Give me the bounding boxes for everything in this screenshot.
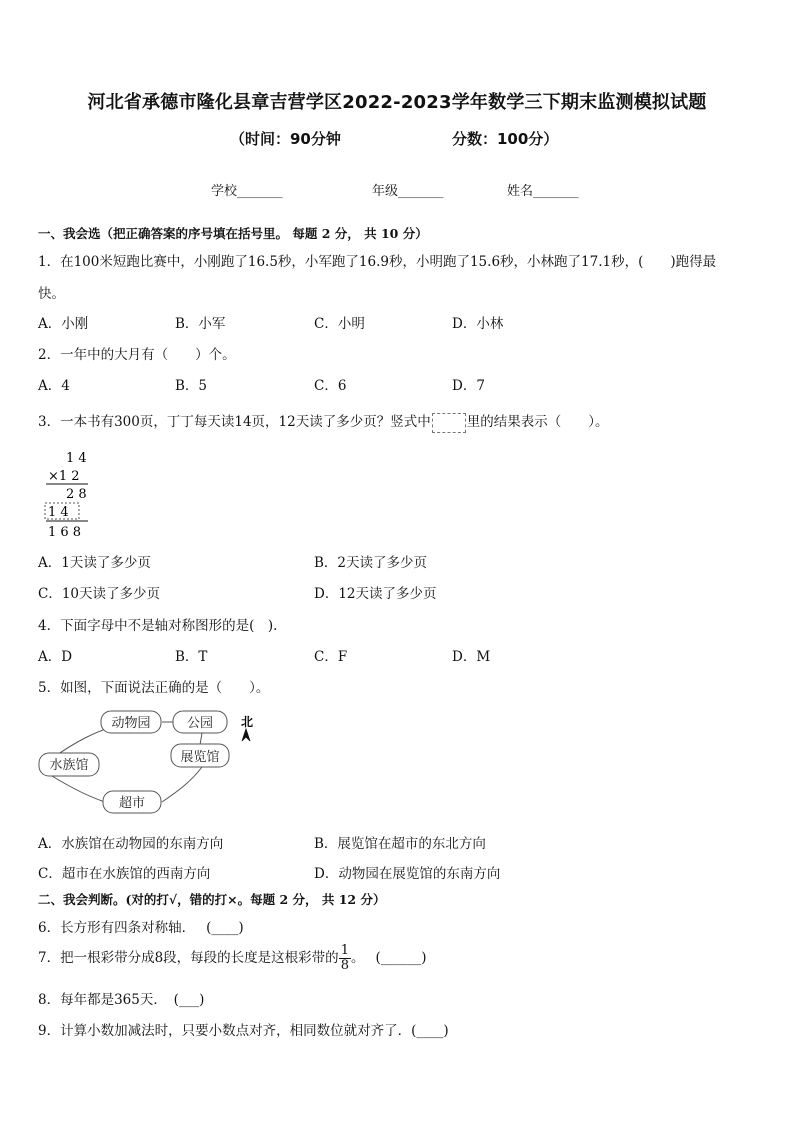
question-7	[38, 940, 427, 976]
q2-option-d: D．7	[452, 378, 485, 394]
path-aquarium-market	[52, 776, 105, 802]
fraction-denominator: 8	[340, 958, 349, 973]
question-7-text-a: 7．把一根彩带分成8段，每段的长度是这根彩带的	[38, 950, 339, 966]
q4-option-b: B．T	[175, 649, 208, 665]
question-3-text-b: 里的结果表示（ ）。	[466, 414, 609, 430]
q5-option-c: C．超市在水族馆的西南方向	[38, 866, 211, 882]
section-1-heading: 一、我会选（把正确答案的序号填在括号里。 每题 2 分， 共 10 分）	[38, 226, 428, 241]
question-5: 5．如图，下面说法正确的是（ ）。	[38, 680, 270, 696]
north-label: 北	[241, 715, 254, 729]
q5-option-a: A．水族馆在动物园的东南方向	[38, 836, 224, 852]
section-2-heading: 二、我会判断。(对的打√，错的打×。每题 2 分， 共 12 分）	[38, 892, 386, 907]
fraction-numerator: 1	[340, 943, 349, 958]
path-park-exhibit	[200, 733, 202, 745]
question-3	[38, 410, 608, 433]
exam-score: 分数：100分）	[452, 130, 559, 148]
calc-row-4: 1 4	[48, 505, 69, 520]
name-field: 姓名_______	[507, 184, 579, 199]
q5-option-b: B．展览馆在超市的东北方向	[314, 836, 486, 852]
q3-option-a: A．1天读了多少页	[38, 555, 151, 571]
calc-row-1: 1 4	[66, 451, 87, 466]
q2-option-b: B．5	[175, 378, 208, 394]
aquarium-label: 水族馆	[49, 758, 89, 773]
calc-row-5: 1 6 8	[48, 525, 82, 540]
calc-row-3: 2 8	[66, 487, 87, 502]
exam-title: 河北省承德市隆化县章吉营学区2022-2023学年数学三下期末监测模拟试题	[87, 92, 707, 113]
question-9: 9．计算小数加减法时，只要小数点对齐，相同数位就对齐了．(____)	[38, 1023, 449, 1039]
q5-option-d: D．动物园在展览馆的东南方向	[314, 866, 501, 882]
question-6: 6．长方形有四条对称轴． (____)	[38, 920, 244, 936]
exhibit-label: 展览馆	[180, 750, 220, 765]
q3-option-b: B．2天读了多少页	[314, 555, 428, 571]
q1-option-b: B．小军	[175, 316, 226, 332]
question-1-line-2: 快。	[38, 286, 65, 302]
q3-option-d: D．12天读了多少页	[314, 586, 437, 602]
q3-option-c: C．10天读了多少页	[38, 586, 161, 602]
calc-row-2: ×1 2	[48, 469, 80, 484]
school-field: 学校_______	[211, 184, 283, 199]
market-label: 超市	[118, 796, 146, 811]
question-1-line-1: 1．在100米短跑比赛中，小刚跑了16.5秒，小军跑了16.9秒，小明跑了15.6秒，小林跑了17.1秒，( )跑得最	[38, 254, 717, 270]
fraction-one-eighth	[339, 944, 351, 973]
q4-option-c: C．F	[314, 649, 348, 665]
q2-option-c: C．6	[314, 378, 347, 394]
path-exhibit-market	[162, 767, 202, 802]
q4-option-d: D．M	[452, 649, 491, 665]
question-8: 8．每年都是365天． (___)	[38, 992, 205, 1008]
q1-option-a: A．小刚	[38, 316, 89, 332]
question-2: 2．一年中的大月有（ ）个。	[38, 347, 236, 363]
exam-time: （时间：90分钟	[230, 130, 341, 148]
dashed-box-icon	[432, 413, 466, 433]
q1-option-d: D．小林	[452, 316, 504, 332]
q4-option-a: A．D	[38, 649, 73, 665]
question-4: 4．下面字母中不是轴对称图形的是( ).	[38, 618, 278, 634]
park-label: 公园	[186, 716, 214, 731]
q2-option-a: A．4	[38, 378, 70, 394]
q1-option-c: C．小明	[314, 316, 365, 332]
grade-field: 年级_______	[372, 184, 444, 199]
question-3-text-a: 3．一本书有300页，丁丁每天读14页，12天读了多少页？竖式中	[38, 414, 431, 430]
question-7-text-b: 。 (______)	[350, 950, 427, 966]
north-arrow-icon	[242, 729, 250, 741]
location-map	[30, 705, 270, 825]
vertical-multiplication	[38, 446, 98, 542]
zoo-label: 动物园	[111, 716, 151, 731]
